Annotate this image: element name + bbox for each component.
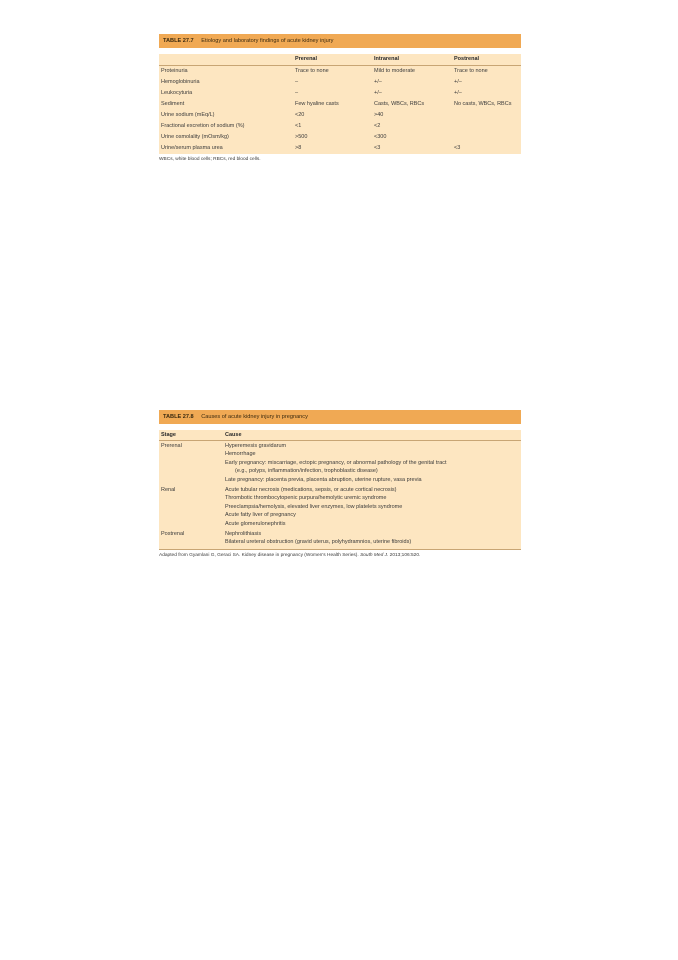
table-number: TABLE 27.7	[163, 38, 194, 44]
cause-line: Hemorrhage	[225, 451, 256, 458]
table-cell: >8	[295, 145, 302, 151]
cause-line: Preeclampsia/hemolysis, elevated liver enzymes, low platelets syndrome	[225, 503, 403, 510]
row-label: Urine osmolality (mOsm/kg)	[161, 134, 229, 140]
table-cell: <3	[454, 145, 461, 151]
table-27-7-caption	[159, 34, 521, 48]
table-27-7-footnote: WBCs, white blood cells; RBCs, red blood cells.	[159, 157, 261, 162]
table-row	[159, 66, 521, 77]
table-cell: +/–	[374, 79, 382, 85]
cause-line: Acute glomerulonephritis	[225, 520, 286, 527]
table-row-postrenal	[159, 529, 521, 550]
footnote-text: Adapted from Gyamlani G, Geraci SA. Kidney disease in pregnancy (Women's Health Series).	[159, 552, 361, 558]
row-label: Leukocyturia	[161, 90, 193, 96]
table-cell: +/–	[374, 90, 382, 96]
table-cell: Few hyaline casts	[295, 101, 339, 107]
table-cell: <20	[295, 112, 305, 118]
table-header-row	[159, 430, 521, 441]
table-cell: Mild to moderate	[374, 68, 415, 74]
table-27-7	[159, 34, 521, 162]
cause-line: Nephrolithiasis	[225, 531, 262, 538]
table-row	[159, 110, 521, 121]
table-cell	[454, 132, 521, 143]
table-27-8-body	[159, 430, 521, 550]
row-label: Fractional excretion of sodium (%)	[161, 123, 245, 129]
table-cell: <300	[374, 134, 387, 140]
cause-line: Bilateral ureteral obstruction (gravid uterus, polyhydramnios, uterine fibroids)	[225, 539, 412, 546]
cause-list	[225, 486, 521, 528]
row-label: Sediment	[161, 101, 185, 107]
row-label: Urine sodium (mEq/L)	[161, 112, 215, 118]
table-cell: +/–	[454, 90, 462, 96]
header-cell-intrarenal: Intrarenal	[374, 56, 400, 62]
cause-line: Thrombotic thrombocytopenic purpura/hemolytic uremic syndrome	[225, 495, 387, 502]
table-header-row	[159, 54, 521, 66]
table-cell: –	[295, 79, 299, 85]
table-27-7-body	[159, 54, 521, 154]
row-label: Urine/serum plasma urea	[161, 145, 223, 151]
table-cell: >500	[295, 134, 308, 140]
table-cell: +/–	[454, 79, 462, 85]
header-cell	[159, 54, 295, 65]
table-row	[159, 121, 521, 132]
table-cell: <1	[295, 123, 302, 129]
cause-line: Late pregnancy: placenta previa, placenta abruption, uterine rupture, vasa previa	[225, 476, 422, 483]
table-row	[159, 88, 521, 99]
table-cell: Trace to none	[454, 68, 488, 74]
table-cell: –	[295, 90, 299, 96]
cause-list	[225, 530, 521, 547]
table-number: TABLE 27.8	[163, 414, 194, 420]
header-cell-postrenal: Postrenal	[454, 56, 480, 62]
table-27-8-footnote	[159, 553, 521, 558]
stage-label: Renal	[161, 487, 176, 494]
table-title: Causes of acute kidney injury in pregnancy	[201, 414, 308, 420]
table-title: Etiology and laboratory findings of acute kidney injury	[201, 38, 334, 44]
table-27-8	[159, 410, 521, 558]
cause-line: (e.g., polyps, inflammation/infection, trophoblastic disease)	[235, 468, 378, 475]
table-cell	[454, 110, 521, 121]
table-row	[159, 132, 521, 143]
footnote-journal: South Med J.	[360, 552, 389, 558]
table-row-prerenal	[159, 441, 521, 485]
table-cell: Casts, WBCs, RBCs	[374, 101, 425, 107]
table-row	[159, 99, 521, 110]
header-cell-cause: Cause	[225, 432, 242, 438]
table-cell: Trace to none	[295, 68, 329, 74]
header-cell-stage: Stage	[161, 432, 176, 438]
table-27-8-caption	[159, 410, 521, 424]
table-cell: <3	[374, 145, 381, 151]
stage-label: Prerenal	[161, 443, 182, 449]
table-row-renal	[159, 485, 521, 529]
table-cell: <2	[374, 123, 381, 129]
stage-label: Postrenal	[161, 531, 185, 538]
table-row	[159, 143, 521, 154]
footnote-citation: 2013;106:520.	[388, 552, 421, 558]
table-cell: No casts, WBCs, RBCs	[454, 101, 512, 107]
cause-line: Early pregnancy: miscarriage, ectopic pregnancy, or abnormal pathology of the genital tract	[225, 459, 447, 466]
table-row	[159, 77, 521, 88]
cause-list	[225, 442, 521, 484]
row-label: Hemoglobinuria	[161, 79, 200, 85]
cause-line: Hyperemesis gravidarum	[225, 443, 287, 449]
table-cell	[454, 121, 521, 132]
table-cell: >40	[374, 112, 384, 118]
cause-line: Acute tubular necrosis (medications, sepsis, or acute cortical necrosis)	[225, 487, 397, 494]
row-label: Proteinuria	[161, 68, 188, 74]
cause-line: Acute fatty liver of pregnancy	[225, 512, 296, 519]
header-cell-prerenal: Prerenal	[295, 56, 318, 62]
